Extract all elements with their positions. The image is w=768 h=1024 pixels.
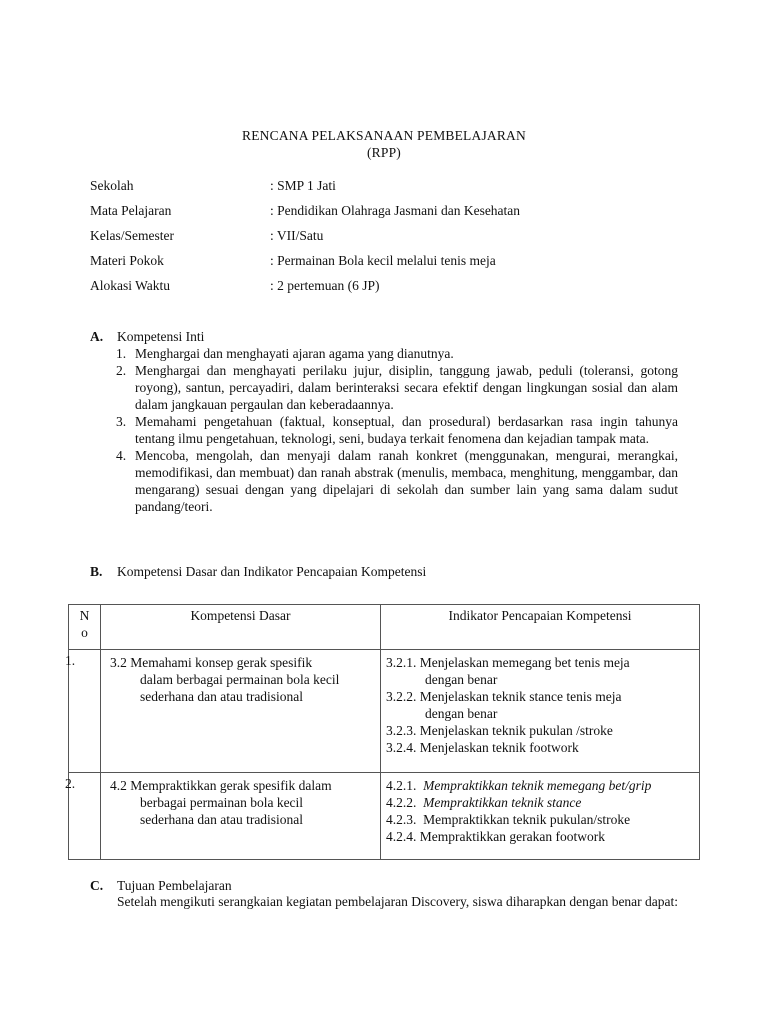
indicator-text: Mempraktikkan gerakan footwork [419, 829, 605, 844]
indicator-number: 4.2.2. [386, 795, 417, 810]
row-number-cell [65, 773, 101, 860]
indicator-line [386, 794, 699, 811]
section-title: Tujuan Pembelajaran [117, 878, 232, 893]
kd-cell [101, 650, 381, 773]
section-letter: C. [90, 878, 104, 893]
list-item [116, 447, 678, 515]
row-number: 1. [65, 653, 76, 668]
kd-line: dalam berbagai permainan bola kecil [140, 672, 340, 687]
indicator-line [386, 811, 699, 828]
indicator-cell [381, 773, 700, 860]
item-text: Menghargai dan menghayati perilaku jujur, disiplin, tanggung jawab, peduli (toleransi, gotong royong), santun, percayadiri, dalam berinteraksi secara efektif dengan lingkungan sosial dan alam dalam jangkauan pergaulan dan keberadaannya. [135, 363, 678, 412]
section-title: Kompetensi Inti [117, 329, 205, 344]
section-letter: B. [90, 564, 103, 579]
list-item [116, 345, 678, 362]
row-number-cell [65, 650, 101, 773]
header-no-line: N [79, 608, 90, 623]
indicator-line: 3.2.2. Menjelaskan teknik stance tenis meja [386, 689, 622, 704]
table-header-row [69, 605, 700, 650]
indicator-continuation: dengan benar [425, 672, 498, 687]
header-no-line: o [81, 625, 88, 640]
info-label: Materi Pokok [90, 253, 164, 268]
indicator-text: Mempraktikkan teknik memegang bet/grip [423, 778, 652, 793]
kd-line: berbagai permainan bola kecil [140, 795, 304, 810]
section-b-heading [90, 563, 426, 580]
item-number: 3. [116, 414, 127, 429]
item-number: 2. [116, 363, 127, 378]
section-letter: A. [90, 329, 104, 344]
item-text: Mencoba, mengolah, dan menyaji dalam ranah konkret (menggunakan, mengurai, merangkai, memodifikasi, dan membuat) dan ranah abstrak (menulis, membaca, menghitung, menggambar, dan mengarang) sesuai dengan yang dipelajari di sekolah dan sumber lain yang sama dalam sudut pandang/teori. [135, 448, 678, 514]
section-c-heading [90, 877, 232, 894]
indicator-line [386, 777, 699, 794]
item-text: Menghargai dan menghayati ajaran agama yang dianutnya. [135, 346, 454, 361]
section-title: Kompetensi Dasar dan Indikator Pencapaian Kompetensi [117, 564, 427, 579]
header-indikator: Indikator Pencapaian Kompetensi [381, 605, 700, 650]
indicator-text: Mempraktikkan teknik pukulan/stroke [423, 812, 631, 827]
info-label: Alokasi Waktu [90, 278, 171, 293]
indicator-text: Mempraktikkan teknik stance [423, 795, 582, 810]
indicator-continuation: dengan benar [425, 706, 498, 721]
document-title: RENCANA PELAKSANAAN PEMBELAJARAN [242, 128, 526, 143]
info-label: Sekolah [90, 178, 134, 193]
info-label: Mata Pelajaran [90, 203, 172, 218]
kd-line: sederhana dan atau tradisional [140, 812, 304, 827]
kd-cell [101, 773, 381, 860]
indicator-line [386, 828, 699, 845]
info-value: : SMP 1 Jati [270, 178, 336, 193]
indicator-line: 3.2.3. Menjelaskan teknik pukulan /stroke [386, 723, 613, 738]
info-label: Kelas/Semester [90, 228, 174, 243]
header-no [69, 605, 101, 650]
section-a-heading [90, 328, 204, 345]
indicator-cell [381, 650, 700, 773]
header-kompetensi-dasar: Kompetensi Dasar [101, 605, 381, 650]
indicator-number: 4.2.4. [386, 829, 417, 844]
table-row [69, 650, 700, 773]
tujuan-paragraph: Setelah mengikuti serangkaian kegiatan pembelajaran Discovery, siswa diharapkan dengan benar dapat: [117, 894, 679, 909]
row-number: 2. [65, 776, 76, 791]
table-row [69, 773, 700, 860]
info-value: : Pendidikan Olahraga Jasmani dan Kesehatan [270, 203, 521, 218]
indicator-line: 3.2.4. Menjelaskan teknik footwork [386, 740, 579, 755]
indicator-number: 4.2.3. [386, 812, 417, 827]
kompetensi-inti-list [116, 345, 678, 515]
item-text: Memahami pengetahuan (faktual, konseptual, dan prosedural) berdasarkan rasa ingin tahunya tentang ilmu pengetahuan, teknologi, seni, budaya terkait fenomena dan kejadian tampak mata. [135, 414, 678, 446]
item-number: 4. [116, 448, 127, 463]
document-subtitle: (RPP) [366, 145, 401, 160]
kd-line: sederhana dan atau tradisional [140, 689, 304, 704]
list-item [116, 413, 678, 447]
list-item [116, 362, 678, 413]
item-number: 1. [116, 346, 127, 361]
kd-line: 4.2 Mempraktikkan gerak spesifik dalam [110, 778, 332, 793]
kd-line: 3.2 Memahami konsep gerak spesifik [110, 655, 313, 670]
indicator-line: 3.2.1. Menjelaskan memegang bet tenis meja [386, 655, 630, 670]
info-value: : 2 pertemuan (6 JP) [270, 278, 380, 293]
indicator-number: 4.2.1. [386, 778, 417, 793]
info-value: : Permainan Bola kecil melalui tenis meja [270, 253, 496, 268]
info-value: : VII/Satu [270, 228, 324, 243]
competency-table [65, 604, 700, 860]
